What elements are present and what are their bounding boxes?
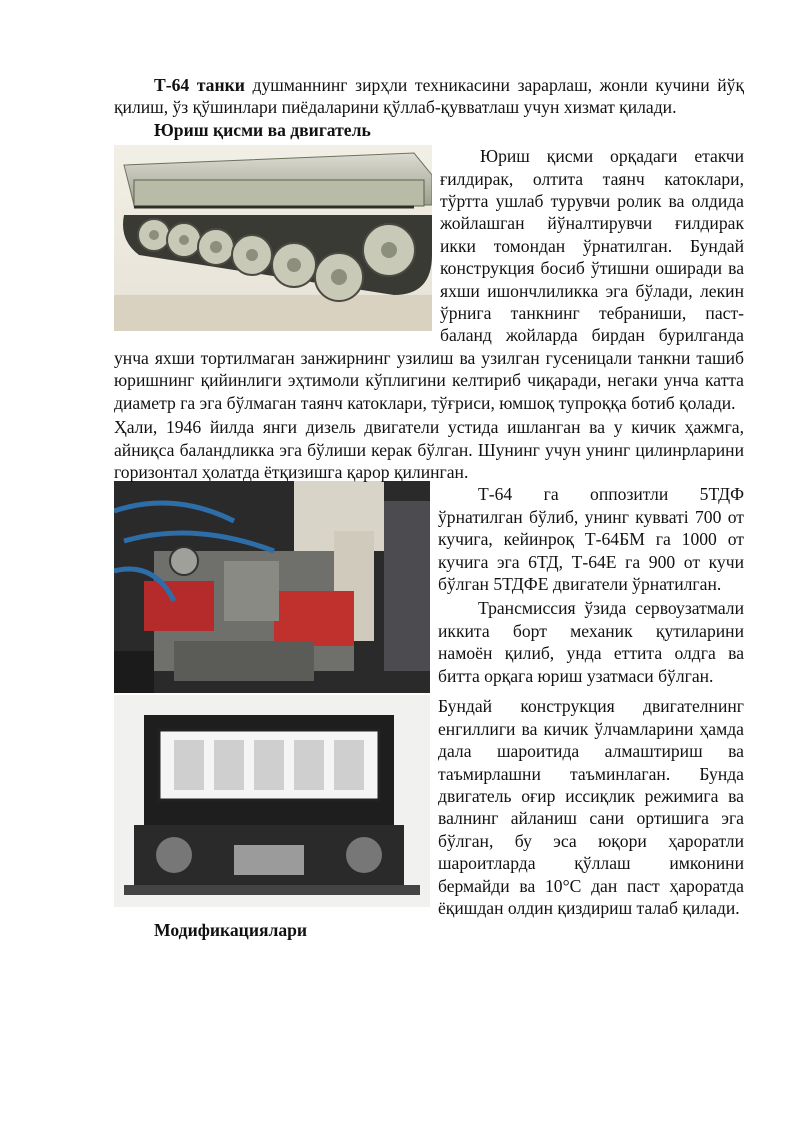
conclusion-paragraph: Бундай конструкция двигателнинг енгиллиги ва кичик ўлчамларини ҳамда дала шароитида алмаштириш ва таъмирлашни таъминлаган. Бунда двигатель оғир иссиқлик режимига ва валнинг айланиш сани ортишига эга бўлган, бу эса юқори ҳароратли шароитларда қўллаш имконини бермайди ва 10°С дан паст ҳароратда ёқишдан олдин қиздириш талаб қилади. bbox=[438, 696, 744, 918]
intro-paragraph bbox=[114, 74, 744, 119]
running-gear-paragraph: Юриш қисми орқадаги етакчи ғилдирак, олтита таянч катоклари, тўртта ушлаб турувчи ролик ва олдида жойлашган йўналтирувчи ғилдирак икки томондан ўрнатилган. Бундай конструкция босиб ўтишни оширади ва яхши ишончлиликка эга бўлади, лекин ўрнига танкнинг тебраниши, паст-баланд жойларда бирдан бурилганда унча яхши тортилмаган занжирнинг узилиш ва узилган гусеницали танкни ташиб юришнинг қийинлиги эҳтимоли кўплигини келтириб чиқаради, негаки унча катта диаметр га эга бўлмаган таянч катоклари, тўғриси, юмшоқ тупроққа ботиб қолади. bbox=[114, 146, 744, 413]
section-heading-running-gear: Юриш қисми ва двигатель bbox=[154, 119, 371, 140]
tank-running-gear-photo bbox=[114, 145, 432, 331]
engine-history-paragraph: Ҳали, 1946 йилда янги дизель двигатели устида ишланган ва у кичик ҳажмга, айниқса баландликка эга бўлиши керак бўлган. Шунинг учун унинг цилинрларини горизонтал ҳолатда ётқизишга қарор қилинган. bbox=[114, 417, 744, 482]
document-page bbox=[114, 74, 744, 942]
intro-bold-term: Т-64 танки bbox=[154, 75, 245, 95]
engine-photo-monochrome bbox=[114, 695, 430, 907]
section-heading-modifications: Модификациялари bbox=[154, 920, 308, 941]
intro-text: душманнинг зирҳли техникасини зарарлаш, жонли кучини йўқ қилиш, ўз қўшинлари пиёдаларини қўллаб-қувватлаш учун хизмат қилади. bbox=[114, 75, 744, 118]
transmission-paragraph: Трансмиссия ўзида сервоузатмали иккита борт механик қутиларини намоён қилиб, унда еттита олдга ва битта орқага юриш узатмаси бўлган. bbox=[438, 598, 744, 686]
engine-bay-photo bbox=[114, 481, 430, 693]
engine-5tdf-paragraph: Т-64 га оппозитли 5ТДФ ўрнатилган бўлиб, унинг кувватi 700 от кучига, кейинроқ Т-64БМ га 1000 от кучига эга 6ТД, Т-64Е га 900 от кучи бўлган 5ТДФЕ двигатели ўрнатилган. bbox=[438, 484, 744, 594]
